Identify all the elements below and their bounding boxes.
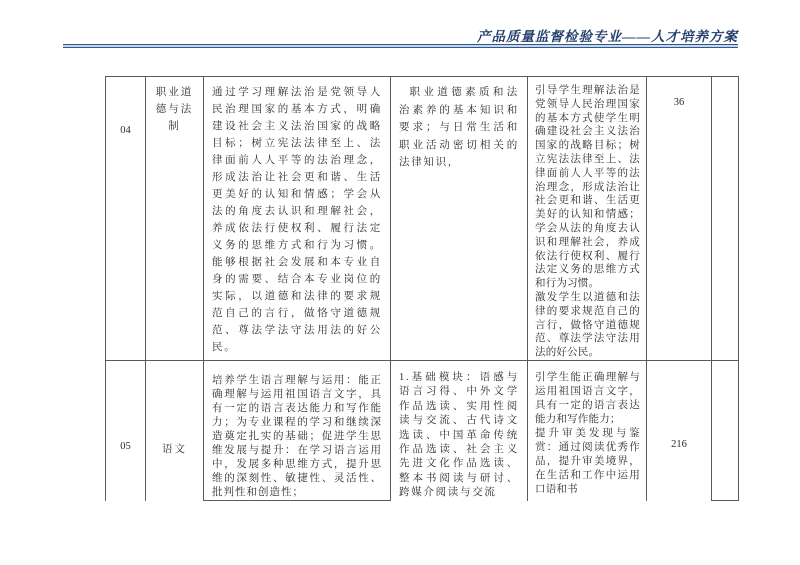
requirement-paragraph: 激发学生以道德和法律的要求规范自己的言行，做恪守道德规范、尊法学法守法用法的好公民。	[535, 291, 640, 359]
table-row-05	[106, 360, 739, 500]
course-hours-cell: 36	[647, 77, 712, 361]
requirement-paragraph: 引导学生理解法治是党领导人民治理国家的基本方式使学生明确建设社会主义法治国家的战略目标；树立宪法法律至上、法律面前人人平等的法治理念，形成法治让社会更和谐、生活更美好的认知和情感；学会从法的角度去认识和理解社会，养成依法行使权利、履行法定义务的思维方式和行为习惯。	[535, 85, 640, 290]
course-no-cell: 04	[106, 77, 146, 361]
course-content-cell: 1.基础模块：语感与语言习得、中外文学作品选读、实用性阅读与交流、古代诗文选读、中国革命传统作品选读、社会主义先进文化作品选读、整本书阅读与研讨、跨媒介阅读与交流	[391, 360, 528, 500]
requirement-paragraph: 引学生能正确理解与运用祖国语言文字，具有一定的语言表达能力和写作能力；	[535, 371, 640, 425]
course-name-cell: 语文	[146, 360, 204, 500]
course-table	[105, 76, 739, 501]
course-content-cell: 职业道德素质和法治素养的基本知识和要求；与日常生活和职业活动密切相关的法律知识，	[391, 77, 528, 361]
table-row-04	[106, 77, 739, 361]
course-name-cell: 职业道德与法制	[146, 77, 204, 361]
header-rule-divider	[63, 44, 738, 48]
course-no-cell: 05	[106, 360, 146, 500]
empty-cell	[712, 360, 739, 500]
requirement-paragraph: 提升审美发现与鉴赏：通过阅读优秀作品，提升审美境界，在生活和工作中运用口语和书	[535, 427, 640, 495]
course-requirement-cell	[528, 77, 647, 361]
course-hours-cell: 216	[647, 360, 712, 500]
page-title: 产品质量监督检验专业——人才培养方案	[477, 29, 738, 44]
course-objective-cell: 通过学习理解法治是党领导人民治理国家的基本方式，明确建设社会主义法治国家的战略目标；树立宪法法律至上、法律面前人人平等的法治理念，形成法治让社会更和谐、生活更美好的认知和情感；学会从法的角度去认识和理解社会，养成依法行使权利、履行法定义务的思维方式和行为习惯。能够根据社会发展和本专业自身的需要、结合本专业岗位的实际，以道德和法律的要求规范自己的言行，做恪守道德规范、尊法学法守法用法的好公民。	[204, 77, 391, 361]
empty-cell	[712, 77, 739, 361]
course-requirement-cell	[528, 360, 647, 500]
course-objective-cell: 培养学生语言理解与运用：能正确理解与运用祖国语言文字，具有一定的语言表达能力和写作能力；为专业课程的学习和继续深造奠定扎实的基础；促进学生思维发展与提升：在学习语言运用中，发展多种思维方式，提升思维的深刻性、敏捷性、灵活性、批判性和创造性；	[204, 360, 391, 500]
